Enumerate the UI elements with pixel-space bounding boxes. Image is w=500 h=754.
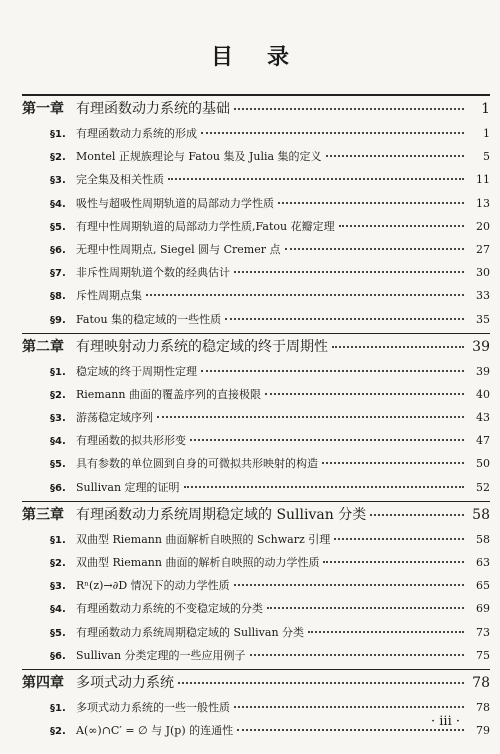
dot-leader: [339, 225, 464, 227]
entry-page: 79: [476, 724, 490, 738]
dot-leader: [285, 248, 465, 250]
entry-title: 有理函数动力系统周期稳定域的 Sullivan 分类: [76, 625, 305, 639]
entry-number: §5.: [50, 221, 66, 233]
entry-number: §2.: [50, 726, 66, 738]
page-number-footer: · iii ·: [430, 714, 460, 729]
entry-number: 第三章: [22, 506, 64, 523]
entry-page: 63: [476, 556, 490, 569]
dot-leader: [190, 439, 464, 441]
entry-title: 非斥性周期轨道个数的经典估计: [76, 266, 230, 280]
toc-chapter-entry[interactable]: [22, 501, 490, 528]
entry-title: 完全集及相关性质: [76, 173, 164, 187]
entry-number: §1.: [50, 366, 66, 378]
toc-section-entry[interactable]: [22, 122, 490, 145]
toc-section-entry[interactable]: [22, 308, 490, 331]
entry-title: 有理函数动力系统的基础: [76, 101, 230, 117]
entry-number: §7.: [50, 268, 66, 280]
dot-leader: [234, 706, 464, 708]
entry-title: 多项式动力系统的一些一般性质: [76, 700, 230, 714]
dot-leader: [234, 584, 464, 586]
entry-page: 78: [472, 674, 490, 691]
entry-number: §6.: [50, 650, 66, 662]
toc-chapter-entry[interactable]: [22, 669, 490, 696]
entry-title: 稳定域的终于周期性定理: [76, 364, 197, 378]
toc-section-entry[interactable]: [22, 644, 490, 667]
dot-leader: [225, 318, 464, 320]
toc-section-entry[interactable]: [22, 696, 490, 719]
entry-page: 73: [476, 625, 490, 639]
toc-section-entry[interactable]: [22, 215, 490, 238]
entry-title: 游荡稳定域序列: [76, 411, 153, 425]
entry-page: 65: [476, 579, 490, 593]
entry-number: §3.: [50, 413, 66, 425]
dot-leader: [326, 155, 464, 157]
dot-leader: [234, 271, 464, 273]
entry-title: 有理函数动力系统的不变稳定域的分类: [76, 602, 263, 616]
dot-leader: [178, 682, 464, 684]
entry-page: 52: [476, 480, 490, 494]
dot-leader: [323, 561, 464, 563]
entry-number: §2.: [50, 389, 66, 401]
entry-title: 有理函数的拟共形形变: [76, 434, 186, 448]
dot-leader: [322, 462, 464, 464]
entry-number: §8.: [50, 291, 66, 303]
entry-page: 39: [472, 338, 490, 355]
entry-page: 13: [476, 196, 490, 210]
entry-number: §6.: [50, 482, 66, 494]
entry-page: 27: [476, 242, 490, 256]
entry-page: 69: [476, 602, 490, 616]
entry-page: 30: [476, 266, 490, 280]
entry-number: §2.: [50, 152, 66, 164]
table-of-contents: [22, 92, 490, 742]
entry-title: 多项式动力系统: [76, 674, 174, 691]
entry-page: 11: [476, 173, 490, 187]
toc-section-entry[interactable]: [22, 528, 490, 551]
entry-page: 1: [481, 101, 490, 117]
dot-leader: [278, 202, 464, 204]
entry-page: 43: [476, 411, 490, 425]
entry-number: §9.: [50, 314, 66, 326]
entry-title: Riemann 曲面的覆盖序列的直接极限: [76, 387, 261, 401]
toc-section-entry[interactable]: [22, 406, 490, 429]
entry-title: 斥性周期点集: [76, 289, 142, 303]
toc-section-entry[interactable]: [22, 719, 490, 742]
entry-number: 第四章: [22, 674, 64, 691]
entry-title: Rⁿ(z)→∂D 情况下的动力学性质: [76, 579, 230, 593]
entry-title: 有理中性周期轨道的局部动力学性质,Fatou 花瓣定理: [76, 219, 335, 233]
entry-number: §6.: [50, 244, 66, 256]
entry-number: §2.: [50, 558, 66, 569]
entry-number: §3.: [50, 175, 66, 187]
entry-title: 有理函数动力系统的形成: [76, 127, 197, 140]
entry-page: 33: [476, 289, 490, 303]
toc-chapter-entry[interactable]: [22, 94, 490, 122]
toc-section-entry[interactable]: [22, 284, 490, 307]
entry-title: Fatou 集的稳定域的一些性质: [76, 312, 222, 326]
entry-title: 无理中性周期点, Siegel 圆与 Cremer 点: [76, 242, 281, 256]
entry-page: 5: [483, 150, 490, 164]
entry-number: §1.: [50, 129, 66, 140]
dot-leader: [265, 393, 464, 395]
dot-leader: [157, 416, 464, 418]
dot-leader: [201, 132, 464, 134]
dot-leader: [334, 538, 464, 540]
entry-page: 39: [476, 364, 490, 378]
entry-number: §1.: [50, 534, 66, 546]
entry-title: 有理映射动力系统的稳定域的终于周期性: [76, 338, 328, 355]
toc-section-entry[interactable]: [22, 383, 490, 406]
entry-title: A(∞)∩C′ = ∅ 与 J(p) 的连通性: [76, 724, 234, 738]
toc-section-entry[interactable]: [22, 621, 490, 644]
toc-section-entry[interactable]: [22, 476, 490, 499]
toc-section-entry[interactable]: [22, 597, 490, 620]
entry-page: 35: [476, 312, 490, 326]
page-title: 目录: [210, 44, 323, 70]
entry-number: §1.: [50, 702, 66, 714]
entry-number: §4.: [50, 436, 66, 448]
entry-title: 双曲型 Riemann 曲面的解析自映照的动力学性质: [76, 556, 320, 569]
entry-page: 75: [476, 648, 490, 662]
dot-leader: [332, 346, 464, 348]
entry-number: §4.: [50, 198, 66, 210]
entry-page: 58: [472, 506, 490, 523]
entry-page: 20: [476, 219, 490, 233]
entry-number: 第一章: [22, 101, 64, 117]
entry-title: Montel 正规族理论与 Fatou 集及 Julia 集的定义: [76, 150, 322, 164]
entry-number: §4.: [50, 604, 66, 616]
toc-section-entry[interactable]: [22, 261, 490, 284]
dot-leader: [237, 729, 464, 731]
entry-title: 吸性与超吸性周期轨道的局部动力学性质: [76, 196, 274, 210]
toc-section-entry[interactable]: [22, 429, 490, 452]
entry-title: Sullivan 定理的证明: [76, 480, 180, 494]
dot-leader: [168, 178, 464, 180]
entry-title: 有理函数动力系统周期稳定域的 Sullivan 分类: [76, 506, 367, 523]
entry-page: 47: [476, 434, 490, 448]
entry-page: 40: [476, 387, 490, 401]
toc-chapter-entry[interactable]: [22, 333, 490, 360]
dot-leader: [234, 108, 464, 110]
dot-leader: [201, 370, 464, 372]
entry-title: Sullivan 分类定理的一些应用例子: [76, 648, 246, 662]
dot-leader: [267, 607, 464, 609]
entry-page: 1: [483, 127, 490, 140]
toc-section-entry[interactable]: [22, 551, 490, 574]
entry-page: 78: [476, 700, 490, 714]
entry-number: §3.: [50, 581, 66, 593]
entry-title: 双曲型 Riemann 曲面解析自映照的 Schwarz 引理: [76, 532, 331, 546]
toc-section-entry[interactable]: [22, 168, 490, 191]
toc-section-entry[interactable]: [22, 192, 490, 215]
dot-leader: [370, 514, 464, 516]
toc-section-entry[interactable]: [22, 452, 490, 475]
toc-section-entry[interactable]: [22, 574, 490, 597]
toc-section-entry[interactable]: [22, 238, 490, 261]
toc-section-entry[interactable]: [22, 360, 490, 383]
dot-leader: [184, 486, 464, 488]
entry-title: 具有参数的单位圆到自身的可微拟共形映射的构造: [76, 457, 318, 471]
entry-page: 58: [476, 532, 490, 546]
entry-number: 第二章: [22, 338, 64, 355]
dot-leader: [146, 294, 464, 296]
entry-number: §5.: [50, 459, 66, 471]
toc-section-entry[interactable]: [22, 145, 490, 168]
dot-leader: [250, 654, 464, 656]
entry-page: 50: [476, 457, 490, 471]
dot-leader: [308, 631, 464, 633]
entry-number: §5.: [50, 627, 66, 639]
